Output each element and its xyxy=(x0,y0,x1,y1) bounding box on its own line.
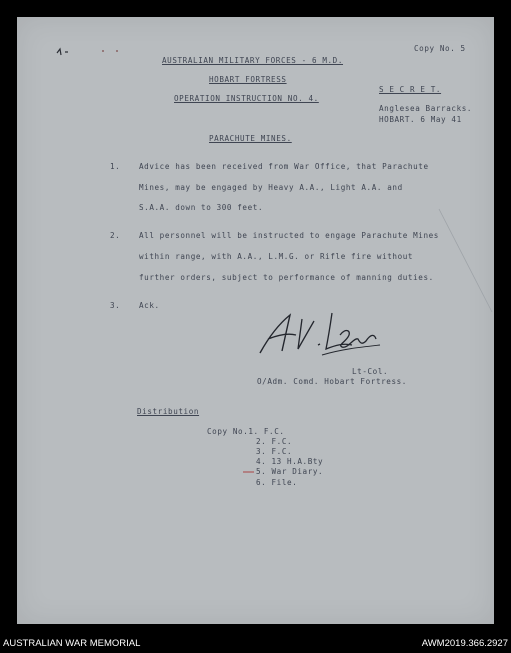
fold-line xyxy=(437,207,497,317)
paragraph-line: S.A.A. down to 300 feet. xyxy=(139,203,264,212)
red-tick-mark xyxy=(242,469,256,475)
paragraph-line: Mines, may be engaged by Heavy A.A., Light A.A. and xyxy=(139,183,403,192)
distribution-entry: 3. F.C. xyxy=(256,447,293,456)
paragraph-line: further orders, subject to performance of manning duties. xyxy=(139,273,434,282)
paragraph-number: 3. xyxy=(110,301,121,310)
header-line-3: OPERATION INSTRUCTION NO. 4. xyxy=(174,94,319,103)
distribution-entry: 2. F.C. xyxy=(256,437,293,446)
footer-left: AUSTRALIAN WAR MEMORIAL xyxy=(3,638,141,649)
distribution-entry: 5. War Diary. xyxy=(256,467,324,476)
pencil-mark xyxy=(55,45,125,59)
footer-right: AWM2019.366.2927 xyxy=(421,638,508,649)
distribution-heading: Distribution xyxy=(137,407,200,416)
subject-title: PARACHUTE MINES. xyxy=(209,134,292,143)
paragraph-number: 1. xyxy=(110,162,121,171)
distribution-entry: Copy No.1. F.C. xyxy=(207,427,285,436)
secret-marking: S E C R E T. xyxy=(379,85,442,94)
paragraph-line: within range, with A.A., L.M.G. or Rifle fire without xyxy=(139,252,414,261)
distribution-entry: 6. File. xyxy=(256,478,298,487)
header-line-1: AUSTRALIAN MILITARY FORCES - 6 M.D. xyxy=(162,56,344,65)
paragraph-line: Advice has been received from War Office, that Parachute xyxy=(139,162,429,171)
signature-rank: Lt-Col. xyxy=(352,367,389,376)
copy-number: Copy No. 5 xyxy=(414,44,466,53)
paragraph-number: 2. xyxy=(110,231,121,240)
handwritten-signature xyxy=(252,305,392,365)
distribution-entry: 4. 13 H.A.Bty xyxy=(256,457,324,466)
place-date: HOBART. 6 May 41 xyxy=(379,115,462,124)
location: Anglesea Barracks. xyxy=(379,104,473,113)
document-page xyxy=(17,17,494,624)
paragraph-line: Ack. xyxy=(139,301,160,310)
header-line-2: HOBART FORTRESS xyxy=(209,75,287,84)
paragraph-line: All personnel will be instructed to engage Parachute Mines xyxy=(139,231,439,240)
signature-title: O/Adm. Comd. Hobart Fortress. xyxy=(257,377,407,386)
